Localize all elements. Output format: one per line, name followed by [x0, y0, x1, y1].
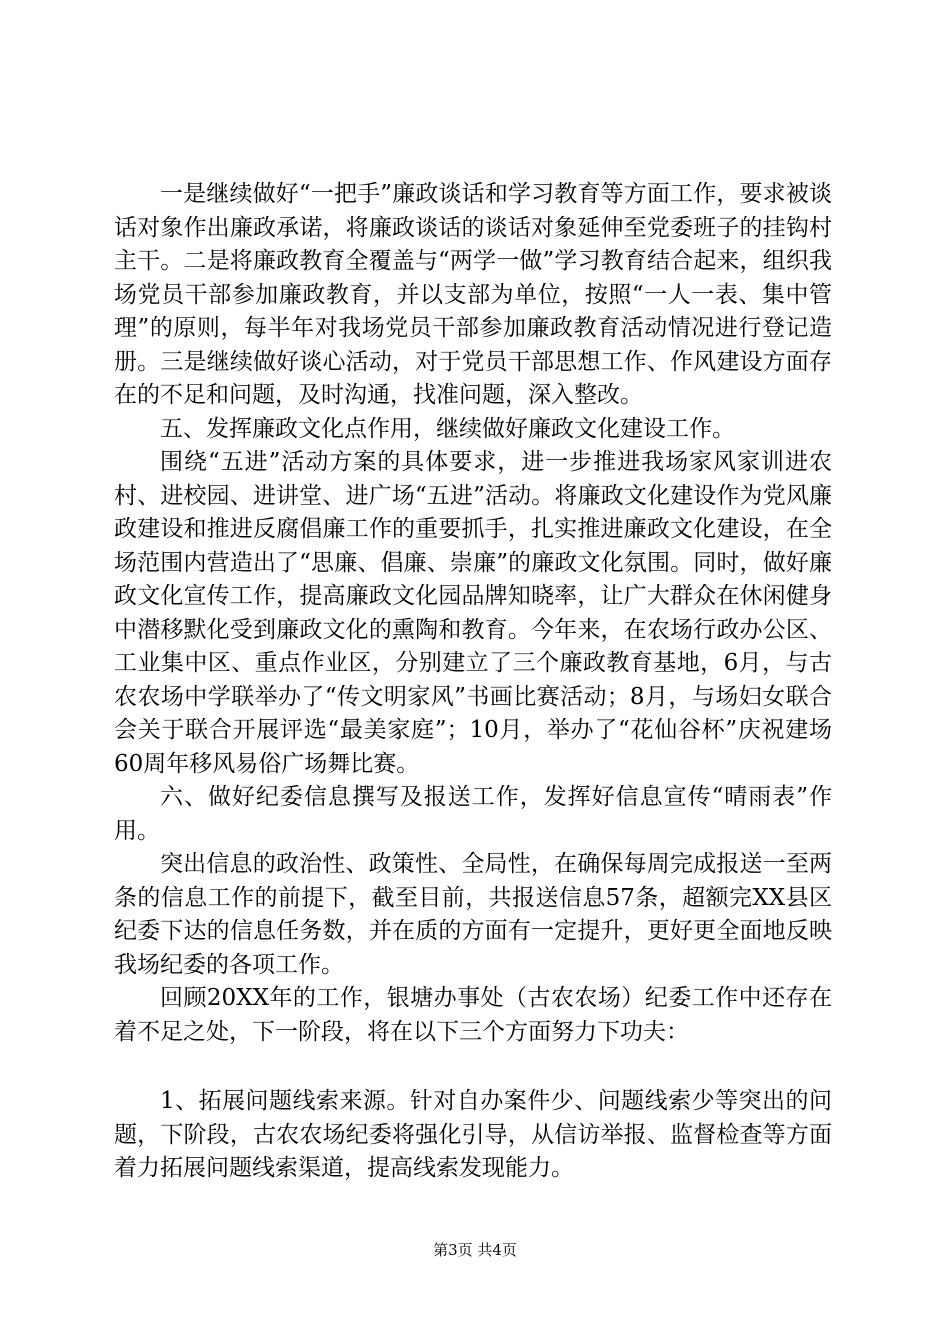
- document-body: [114, 178, 832, 1186]
- page-number-footer: 第3页 共4页: [433, 1241, 517, 1259]
- heading-section-five: 五、发挥廉政文化点作用，继续做好廉政文化建设工作。: [160, 415, 735, 442]
- paragraph-information: 突出信息的政治性、政策性、全局性，在确保每周完成报送一至两条的信息工作的前提下，截至目前，共报送信息57条，超额完XX县区纪委下达的信息任务数，并在质的方面有一定提升，更好更全面地反映我场纪委的各项工作。: [114, 851, 832, 978]
- paragraph-item-1: 1、拓展问题线索来源。针对自办案件少、问题线索少等突出的问题，下阶段，古农农场纪委将强化引导，从信访举报、监督检查等方面着力拓展问题线索渠道，提高线索发现能力。: [114, 1088, 832, 1181]
- paragraph-culture: 围绕“五进”活动方案的具体要求，进一步推进我场家风家训进农村、进校园、进讲堂、进广场“五进”活动。将廉政文化建设作为党风廉政建设和推进反腐倡廉工作的重要抓手，扎实推进廉政文化建设，在全场范围内营造出了“思廉、倡廉、崇廉”的廉政文化氛围。同时，做好廉政文化宣传工作，提高廉政文化园品牌知晓率，让广大群众在休闲健身中潜移默化受到廉政文化的熏陶和教育。今年来，在农场行政办公区、工业集中区、重点作业区，分别建立了三个廉政教育基地，6月，与古农农场中学联举办了“传文明家风”书画比赛活动；8月，与场妇女联合会关于联合开展评选“最美家庭”；10月，举办了“花仙谷杯”庆祝建场60周年移风易俗广场舞比赛。: [114, 449, 832, 777]
- paragraph-review: 回顾20XX年的工作，银塘办事处（古农农场）纪委工作中还存在着不足之处，下一阶段，将在以下三个方面努力下功夫：: [114, 985, 832, 1045]
- paragraph-education: 一是继续做好“一把手”廉政谈话和学习教育等方面工作，要求被谈话对象作出廉政承诺，将廉政谈话的谈话对象延伸至党委班子的挂钩村主干。二是将廉政教育全覆盖与“两学一做”学习教育结合起来，组织我场党员干部参加廉政教育，并以支部为单位，按照“一人一表、集中管理”的原则，每半年对我场党员干部参加廉政教育活动情况进行登记造册。三是继续做好谈心活动，对于党员干部思想工作、作风建设方面存在的不足和问题，及时沟通，找准问题，深入整改。: [114, 181, 832, 408]
- heading-section-six: 六、做好纪委信息撰写及报送工作，发挥好信息宣传“晴雨表”作用。: [114, 784, 832, 844]
